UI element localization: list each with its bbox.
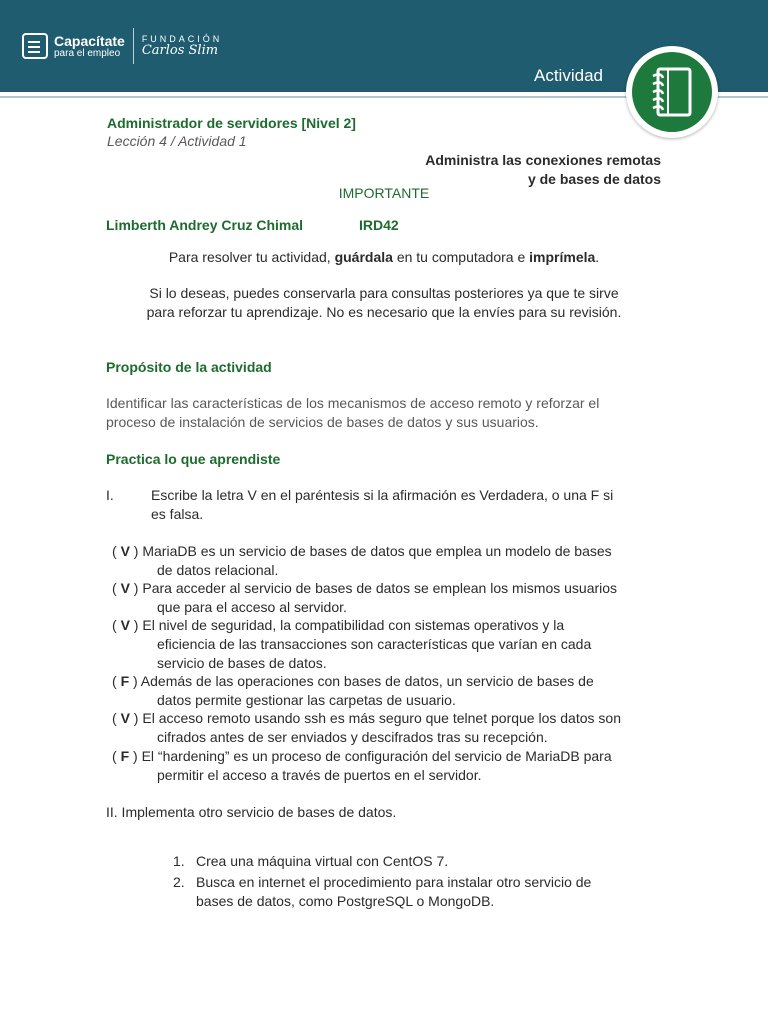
course-title: Administrador de servidores [Nivel 2]	[107, 115, 356, 131]
foundation-logo	[142, 35, 223, 57]
section-2-heading: II. Implementa otro servicio de bases de datos.	[106, 804, 397, 820]
statement-text: El “hardening” es un proceso de configuración del servicio de MariaDB para	[141, 748, 612, 764]
instruction-text-a: Para resolver tu actividad,	[168, 249, 335, 265]
instruction-keep-line-1: Si lo deseas, puedes conservarla para consultas posteriores ya que te sirve	[149, 285, 619, 301]
purpose-line-1: Identificar las características de los mecanismos de acceso remoto y reforzar el	[106, 395, 600, 411]
statement-item: ( V ) MariaDB es un servicio de bases de datos que emplea un modelo de bases	[112, 543, 612, 559]
purpose-line-2: proceso de instalación de servicios de bases de datos y sus usuarios.	[106, 414, 539, 430]
topic-line-2: y de bases de datos	[527, 171, 661, 187]
statement-text: Para acceder al servicio de bases de datos se emplean los mismos usuarios	[142, 580, 618, 596]
practice-heading: Practica lo que aprendiste	[106, 451, 281, 467]
statement-text: El acceso remoto usando ssh es más seguro que telnet porque los datos son	[142, 710, 621, 726]
topic-line-1: Administra las conexiones remotas	[425, 152, 661, 168]
foundation-label: FUNDACIÓN	[141, 34, 223, 44]
section-title: Actividad	[534, 66, 603, 85]
statement-answer: F	[120, 673, 130, 689]
logo-title: Capacítate	[54, 32, 125, 49]
statement-item: ( F ) El “hardening” es un proceso de configuración del servicio de MariaDB para	[112, 748, 612, 764]
section-1-number: I.	[106, 487, 114, 503]
instruction-keep-line-2: para reforzar tu aprendizaje. No es necesario que la envíes para su revisión.	[146, 304, 622, 320]
foundation-name: Carlos Slim	[141, 43, 219, 58]
step-number: 1.	[173, 853, 185, 869]
logo-icon	[22, 33, 48, 59]
statement-item: ( F ) Además de las operaciones con bases de datos, un servicio de bases de	[112, 673, 594, 689]
statement-continuation: que para el acceso al servidor.	[157, 599, 347, 615]
lesson-subtitle: Lección 4 / Actividad 1	[107, 133, 247, 149]
step-text: Busca en internet el procedimiento para instalar otro servicio de	[196, 874, 592, 890]
step-text-continuation: bases de datos, como PostgreSQL o MongoDB.	[196, 893, 495, 909]
statement-answer: V	[120, 543, 130, 559]
section-1-line-1: Escribe la letra V en el paréntesis si la afirmación es Verdadera, o una F si	[151, 487, 614, 503]
statement-item: ( V ) El nivel de seguridad, la compatibilidad con sistemas operativos y la	[112, 617, 565, 633]
instruction-text-c: en tu computadora e	[392, 249, 530, 265]
statement-answer: F	[120, 748, 130, 764]
statement-item: ( V ) Para acceder al servicio de bases de datos se emplean los mismos usuarios	[112, 580, 618, 596]
statement-answer: V	[120, 617, 130, 633]
instruction-print: imprímela	[529, 249, 596, 265]
notebook-icon	[650, 66, 694, 118]
statement-answer: V	[120, 710, 130, 726]
important-label: IMPORTANTE	[338, 185, 430, 201]
capacitate-logo	[22, 28, 222, 64]
statement-continuation: cifrados antes de ser enviados y descifrados tras su recepción.	[157, 729, 548, 745]
statement-item: ( V ) El acceso remoto usando ssh es más seguro que telnet porque los datos son	[112, 710, 621, 726]
statement-continuation: servicio de bases de datos.	[157, 655, 327, 671]
logo-divider	[133, 28, 134, 64]
statement-continuation: permitir el acceso a través de puertos en el servidor.	[157, 767, 482, 783]
statement-continuation: datos permite gestionar las carpetas de usuario.	[157, 692, 456, 708]
statement-text: Además de las operaciones con bases de datos, un servicio de bases de	[140, 673, 594, 689]
statement-continuation: de datos relacional.	[157, 562, 279, 578]
statement-answer: V	[120, 580, 130, 596]
instruction-text-e: .	[595, 249, 600, 265]
statement-text: MariaDB es un servicio de bases de datos que emplea un modelo de bases	[142, 543, 612, 559]
logo-subtitle: para el empleo	[54, 47, 121, 59]
instruction-save: guárdala	[334, 249, 393, 265]
student-id: IRD42	[359, 217, 399, 233]
purpose-heading: Propósito de la actividad	[106, 359, 272, 375]
statement-text: El nivel de seguridad, la compatibilidad con sistemas operativos y la	[142, 617, 565, 633]
step-number: 2.	[173, 874, 185, 890]
instruction-save-print	[84, 248, 684, 266]
student-name: Limberth Andrey Cruz Chimal	[106, 217, 304, 233]
statement-continuation: eficiencia de las transacciones son características que varían en cada	[157, 636, 592, 652]
step-text: Crea una máquina virtual con CentOS 7.	[196, 853, 449, 869]
section-1-line-2: es falsa.	[151, 506, 204, 522]
activity-badge	[626, 46, 718, 138]
